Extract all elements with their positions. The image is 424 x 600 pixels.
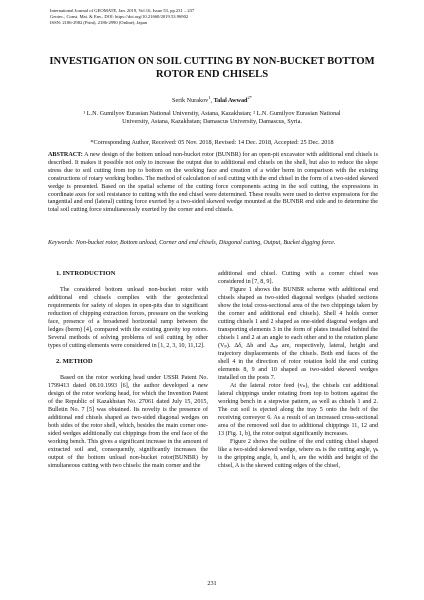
corresponding-author: *Corresponding Author, Received: 05 Nov. 2018, Revised: 14 Dec. 2018, Accepted: 25 Dec. 2018 <box>90 139 334 146</box>
right-paragraph-2: Figure 1 shows the BUNBR scheme with additional end chisels shaped as two-sided diagonal wedges (shaded sections show the total cross-sectional area of the two chippings taken by the corner and additional end chisels). Shell 4 holds corner cutting chisels 1 and 2 shaped as one-sided diagonal wedges and transporting elements 3 in the form of plates installed behind the chisels 1 and 2 at an angle to each other and to the rotation plane (Vₚ). Δδ, Δh and Δₑₚ are, respectively, lateral, height and trajectory displacements of the chisels. Both end faces of the shell 4 in the direction of rotor rotation hold the end cutting elements 8, 9 and 10 shaped as two-sided skewed wedges installed on the posts 7. <box>218 287 378 381</box>
author-1: Serik Nurakov <box>172 97 209 104</box>
page-number: 231 <box>207 580 217 587</box>
abstract-text: A new design of the bottom unload non-bucket rotor (BUNBR) for an open-pit excavator with additional end chisels is described. It makes it possible not only to increase the output due to additional end chisels on the shell, but also to reduce the slope stress due to soil cutting from top to bottom on the working face and creation of a wider berm in comparison with the existing constructions of rotary working bodies. The method of calculation of soil cutting with the end chisel in the form of a two-sided skewed wedge is presented. Based on the spatial scheme of the cutting force components acting in the soil cutting, the expressions in coordinate axes for soil resistance to cutting with the end chisel were determined. These results were used to derive expressions for the tangential and end (lateral) cutting force exerted by a two-sided skewed wedge mounted at the BUNBR end side and to determine the total soil cutting force simultaneously exerted by the corner and end chisels. <box>48 152 378 214</box>
section-heading-method: 2. METHOD <box>56 358 93 365</box>
right-paragraph-4: Figure 2 shows the outline of the end cutting chisel shaped like a two-sided skewed wedge, where αₖ is the cutting angle, γₖ is the gripping angle, b, and h, are the width and height of the chisel, A is the skewed cutting edges of the chisel, <box>218 439 378 469</box>
author-1-affil: 1 <box>208 94 211 100</box>
author-2: Talal Awwad <box>213 97 248 104</box>
right-paragraph-1: additional end chisel. Cutting with a corner chisel was considered in [7, 8, 9]. <box>218 271 378 285</box>
right-paragraph-3: At the lateral rotor feed (vₙ), the chisels cut additional lateral chippings under rotating from top to bottom against the working bench in a stepwise pattern, as well as chisels 1 and 2. The cut soil is ejected along the tray 5 onto the belt of the receiving conveyor 6. As a result of an increased cross-sectional area of the removed soil due to additional chippings 11, 12 and 13 (Fig. 1, b), the rotor output significantly increases. <box>218 383 378 437</box>
affiliations: ¹ L.N. Gumilyov Eurasian National University, Astana, Kazakhstan; ² L.N. Gumilyov Eurasian National University, Astana, Kazakhstan; Damascus University, Damascus, Syria. <box>83 110 341 125</box>
journal-line-3: ISSN: 2186-2982 (Print), 2186-2990 (Online), Japan <box>50 20 148 25</box>
abstract <box>48 152 378 215</box>
abstract-label: ABSTRACT: <box>48 152 83 158</box>
journal-header <box>50 8 380 26</box>
right-column <box>218 270 378 470</box>
introduction-paragraph: The considered bottom unload non-bucket rotor with additional end chisels complies with the geotechnical requirements for safety of slopes in open-pits due to significant reduction of chipping extraction forces, pressure on the working face, presence of a broadened horizontal ramp between the ledges (berm) [4], compared with the existing gravity top rotors. Several methods of solving problems of soil cutting by other types of cutting elements were considered in [1, 2, 3, 10, 11,12]. <box>48 287 208 349</box>
journal-line-1: International Journal of GEOMATE, Jan. 2019, Vol.16, Issue 53, pp.231 – 237 <box>50 8 195 13</box>
keywords: Keywords: Non-bucket rotor, Bottom unload, Corner and end chisels, Diagonal cutting, Output, Bucket digging force. <box>48 240 336 246</box>
journal-line-2: Geotec., Const. Mat. & Env., DOI: https://doi.org/10.21660/2019.53.96902 <box>50 14 189 19</box>
section-heading-introduction: 1. INTRODUCTION <box>56 270 116 277</box>
author-line: Serik Nurakov$^1$, Talal Awwad$^{2*}$ <box>172 94 252 104</box>
left-column <box>48 270 208 470</box>
method-paragraph: Based on the rotor working head under USSR Patent No. 1799413 dated 08.10.1993 [6], the author developed a new design of the rotor working head, for which the Invention Patent of the Republic of Kazakhstan No. 27061 dated July 15, 2015, Bulletin No. 7 [5] was obtained. Its novelty is the presence of additional end chisels shaped as two-sided diagonal wedges on both sides of the rotor shell, which, besides the main corner one-sided wedges additionally cut chippings from the end face of the working bench. This gives a significant increase in the amount of extracted soil and, consequently, significantly increases the output of the bottom unload non-bucket rotor(BUNBR) by simultaneous cutting with two chisels: the main corner and the <box>48 375 208 469</box>
author-2-affil: 2* <box>247 94 252 100</box>
paper-title: INVESTIGATION ON SOIL CUTTING BY NON-BUCKET BOTTOM ROTOR END CHISELS <box>49 56 375 80</box>
